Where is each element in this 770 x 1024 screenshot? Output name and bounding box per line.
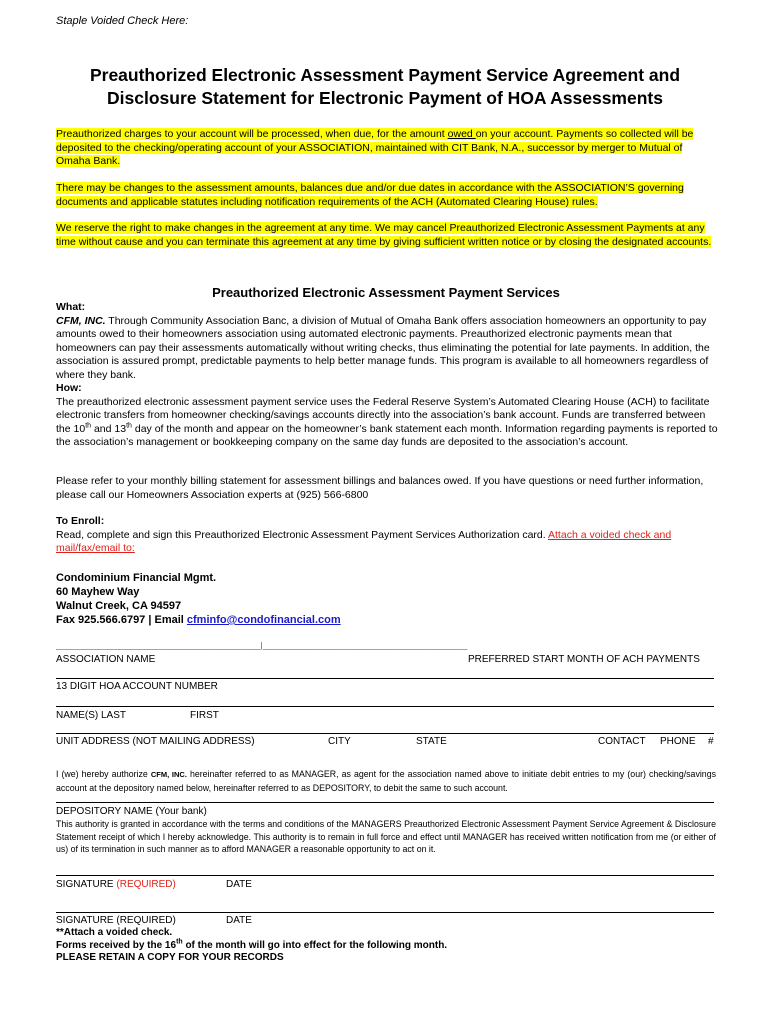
address-line[interactable]: [56, 733, 714, 734]
association-line[interactable]: ______________________________________________|______________________________________________: [56, 641, 468, 650]
date-label-1: DATE: [226, 879, 252, 890]
refer-paragraph: Please refer to your monthly billing statement for assessment billings and balances owed. If you have questions or need further information, please call our Homeowners Association experts at (925) 566-6800: [56, 475, 704, 501]
authority-text: This authority is granted in accordance with the terms and conditions of the MANAGERS Preauthorized Electronic Assessment Payment Service Agreement & Disclosure Statement receipt of which I hereby acknowledge. This authority is to remain in full force and effect until MANAGER has received written notification from me (or either of us) of its termination in such manner as to afford MANAGER a reasonable opportunity to act on it.: [56, 819, 716, 854]
depository-line[interactable]: [56, 802, 714, 803]
how-label: How:: [56, 382, 82, 394]
email-link[interactable]: cfminfo@condofinancial.com: [186, 614, 341, 626]
footer-notes: [56, 927, 447, 965]
enroll-label: To Enroll:: [56, 515, 105, 527]
cfm-name: CFM, INC.: [56, 314, 106, 327]
attach-note: **Attach a voided check.: [56, 927, 173, 938]
services-body: [56, 301, 718, 450]
account-number-line[interactable]: [56, 678, 714, 679]
city-label: CITY: [328, 736, 351, 747]
signature-label-1: SIGNATURE (REQUIRED): [56, 879, 176, 890]
mailing-address: Condominium Financial Mgmt. 60 Mayhew Way Walnut Creek, CA 94597 Fax 925.566.6797 | Email cfminfo@condofinancial.com: [56, 572, 341, 626]
preferred-start-label: PREFERRED START MONTH OF ACH PAYMENTS: [468, 654, 700, 665]
depository-label: DEPOSITORY NAME (Your bank): [56, 806, 207, 817]
last-name-label: NAME(S) LAST: [56, 710, 127, 721]
state-label: STATE: [416, 736, 447, 747]
what-label: What:: [56, 301, 86, 313]
phone-label: PHONE: [660, 736, 696, 747]
what-paragraph: CFM, INC. Through Community Association Banc, a division of Mutual of Omaha Bank offers association homeowners an opportunity to pay amounts owed to their homeowners association using automated electronic payments. Preauthorized electronic payments mean that homeowners can pay their assessments automatically without writing checks, thus eliminating the potential for late payments. In addition, the association is assured prompt, predictable payments to help better manage funds. This program is available to all homeowners regardless of where they bank.: [56, 314, 710, 381]
enroll-paragraph: Read, complete and sign this Preauthorized Electronic Assessment Payment Services Authorization card. Attach a voided check and mail/fax/email to:: [56, 528, 672, 554]
intro-paragraph-3: We reserve the right to make changes in the agreement at any time. We may cancel Preauthorized Electronic Assessment Payments at any time without cause and you can terminate this agreement at any time by giving sufficient written notice or by closing the designated accounts.: [56, 222, 712, 248]
signature-line-1[interactable]: [56, 875, 714, 876]
unit-address-label: UNIT ADDRESS (NOT MAILING ADDRESS): [56, 736, 255, 747]
services-heading: Preauthorized Electronic Assessment Payment Services: [212, 285, 560, 300]
title-line-1: Preauthorized Electronic Assessment Payment Service Agreement and: [89, 65, 681, 85]
title-line-2: Disclosure Statement for Electronic Payment of HOA Assessments: [107, 88, 663, 108]
enroll-section: [56, 515, 718, 556]
page-title: [30, 64, 740, 110]
date-label-2: DATE: [226, 915, 252, 926]
retain-copy-note: PLEASE RETAIN A COPY FOR YOUR RECORDS: [56, 952, 284, 963]
account-number-label: 13 DIGIT HOA ACCOUNT NUMBER: [56, 681, 218, 692]
contact-label: CONTACT: [598, 736, 646, 747]
signature-line-2[interactable]: [56, 912, 714, 913]
required-red: (REQUIRED): [116, 879, 176, 890]
signature-label-2: SIGNATURE (REQUIRED): [56, 915, 176, 926]
intro-paragraph-1: Preauthorized charges to your account will be processed, when due, for the amount owed on your account. Payments so collected will be deposited to the checking/operating account of your ASSOCIATION, maintained with CIT Bank, N.A., successor by merger to Mutual of Omaha Bank.: [56, 128, 694, 167]
attach-voided-check-note: Attach a voided check and mail/fax/email to:: [56, 528, 672, 554]
authorization-text: I (we) hereby authorize CFM, INC. hereinafter referred to as MANAGER, as agent for the association named above to initiate debit entries to my (our) checking/savings account at the depository named below, hereinafter referred to as DEPOSITORY, to debit the same to such account.: [56, 769, 716, 793]
name-line[interactable]: [56, 706, 714, 707]
owed-underlined: owed: [447, 128, 476, 140]
association-name-label: ASSOCIATION NAME: [56, 654, 156, 665]
intro-paragraph-2: There may be changes to the assessment amounts, balances due and/or due dates in accordance with the ASSOCIATION’S governing documents and applicable statutes including notification requirements of the ACH (Automated Clearing House) rules.: [56, 182, 684, 208]
first-name-label: FIRST: [190, 710, 219, 721]
forms-received-note: Forms received by the 16th of the month will go into effect for the following month.: [56, 938, 448, 951]
phone-hash: #: [708, 736, 714, 747]
staple-check-note: Staple Voided Check Here:: [56, 15, 189, 27]
how-paragraph: The preauthorized electronic assessment payment service uses the Federal Reserve System’s Automated Clearing House (ACH) to facilitate electronic transfers from homeowner checking/savings accounts directly into the association’s bank account. Funds are transferred between the 10th and 13th day of the month and appear on the homeowner’s bank statement each month. Information regarding payments is reported to the association’s management or bookkeeping company on the same day funds are deposited to the association’s account.: [56, 395, 718, 448]
